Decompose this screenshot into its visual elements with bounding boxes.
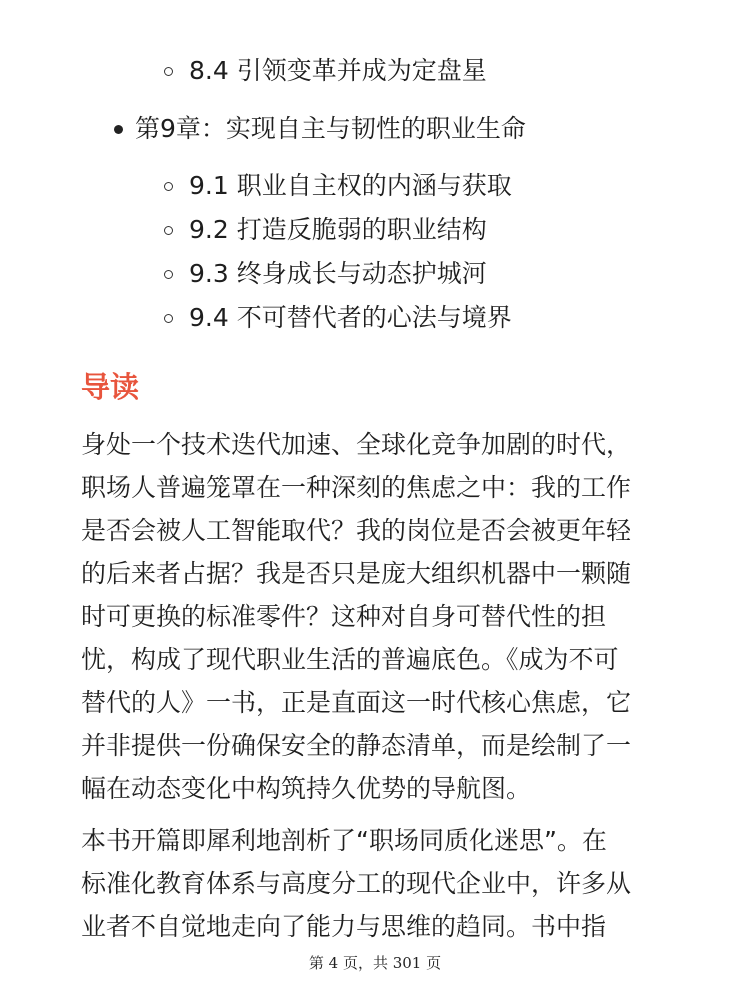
- hollow-circle-bullet-icon: [164, 226, 173, 235]
- paragraph-line: 的后来者占据？我是否只是庞大组织机器中一颗随: [81, 559, 632, 588]
- paragraph-line: 标准化教育体系与高度分工的现代企业中，许多从: [81, 869, 632, 898]
- paragraph-line: 幅在动态变化中构筑持久优势的导航图。: [81, 774, 532, 803]
- page-indicator: 第 4 页，共 301 页: [308, 954, 442, 972]
- toc-subsection-item: 9.1 职业自主权的内涵与获取: [189, 171, 512, 200]
- toc-subsection-item: 8.4 引领变革并成为定盘星: [189, 56, 487, 85]
- paragraph-line: 忧，构成了现代职业生活的普遍底色。《成为不可: [81, 645, 619, 674]
- hollow-circle-bullet-icon: [164, 67, 173, 76]
- paragraph-line: 是否会被人工智能取代？我的岗位是否会被更年轻: [81, 516, 632, 545]
- hollow-circle-bullet-icon: [164, 314, 173, 323]
- hollow-circle-bullet-icon: [164, 270, 173, 279]
- paragraph-line: 并非提供一份确保安全的静态清单，而是绘制了一: [81, 731, 632, 760]
- paragraph-line: 时可更换的标准零件？这种对自身可替代性的担: [81, 602, 607, 631]
- toc-subsection-item: 9.2 打造反脆弱的职业结构: [189, 215, 487, 244]
- paragraph-line: 职场人普遍笼罩在一种深刻的焦虑之中：我的工作: [81, 473, 632, 502]
- paragraph-line: 身处一个技术迭代加速、全球化竞争加剧的时代，: [81, 430, 632, 459]
- toc-subsection-item: 9.3 终身成长与动态护城河: [189, 259, 487, 288]
- paragraph-line: 替代的人》一书，正是直面这一时代核心焦虑，它: [81, 688, 632, 717]
- toc-chapter-item: 第9章：实现自主与韧性的职业生命: [135, 114, 526, 143]
- hollow-circle-bullet-icon: [164, 182, 173, 191]
- filled-circle-bullet-icon: [114, 125, 123, 134]
- paragraph-line: 业者不自觉地走向了能力与思维的趋同。书中指: [81, 912, 607, 941]
- section-heading: 导读: [81, 370, 140, 404]
- toc-subsection-item: 9.4 不可替代者的心法与境界: [189, 303, 512, 332]
- paragraph-line: 本书开篇即犀利地剖析了“职场同质化迷思”。在: [81, 826, 607, 855]
